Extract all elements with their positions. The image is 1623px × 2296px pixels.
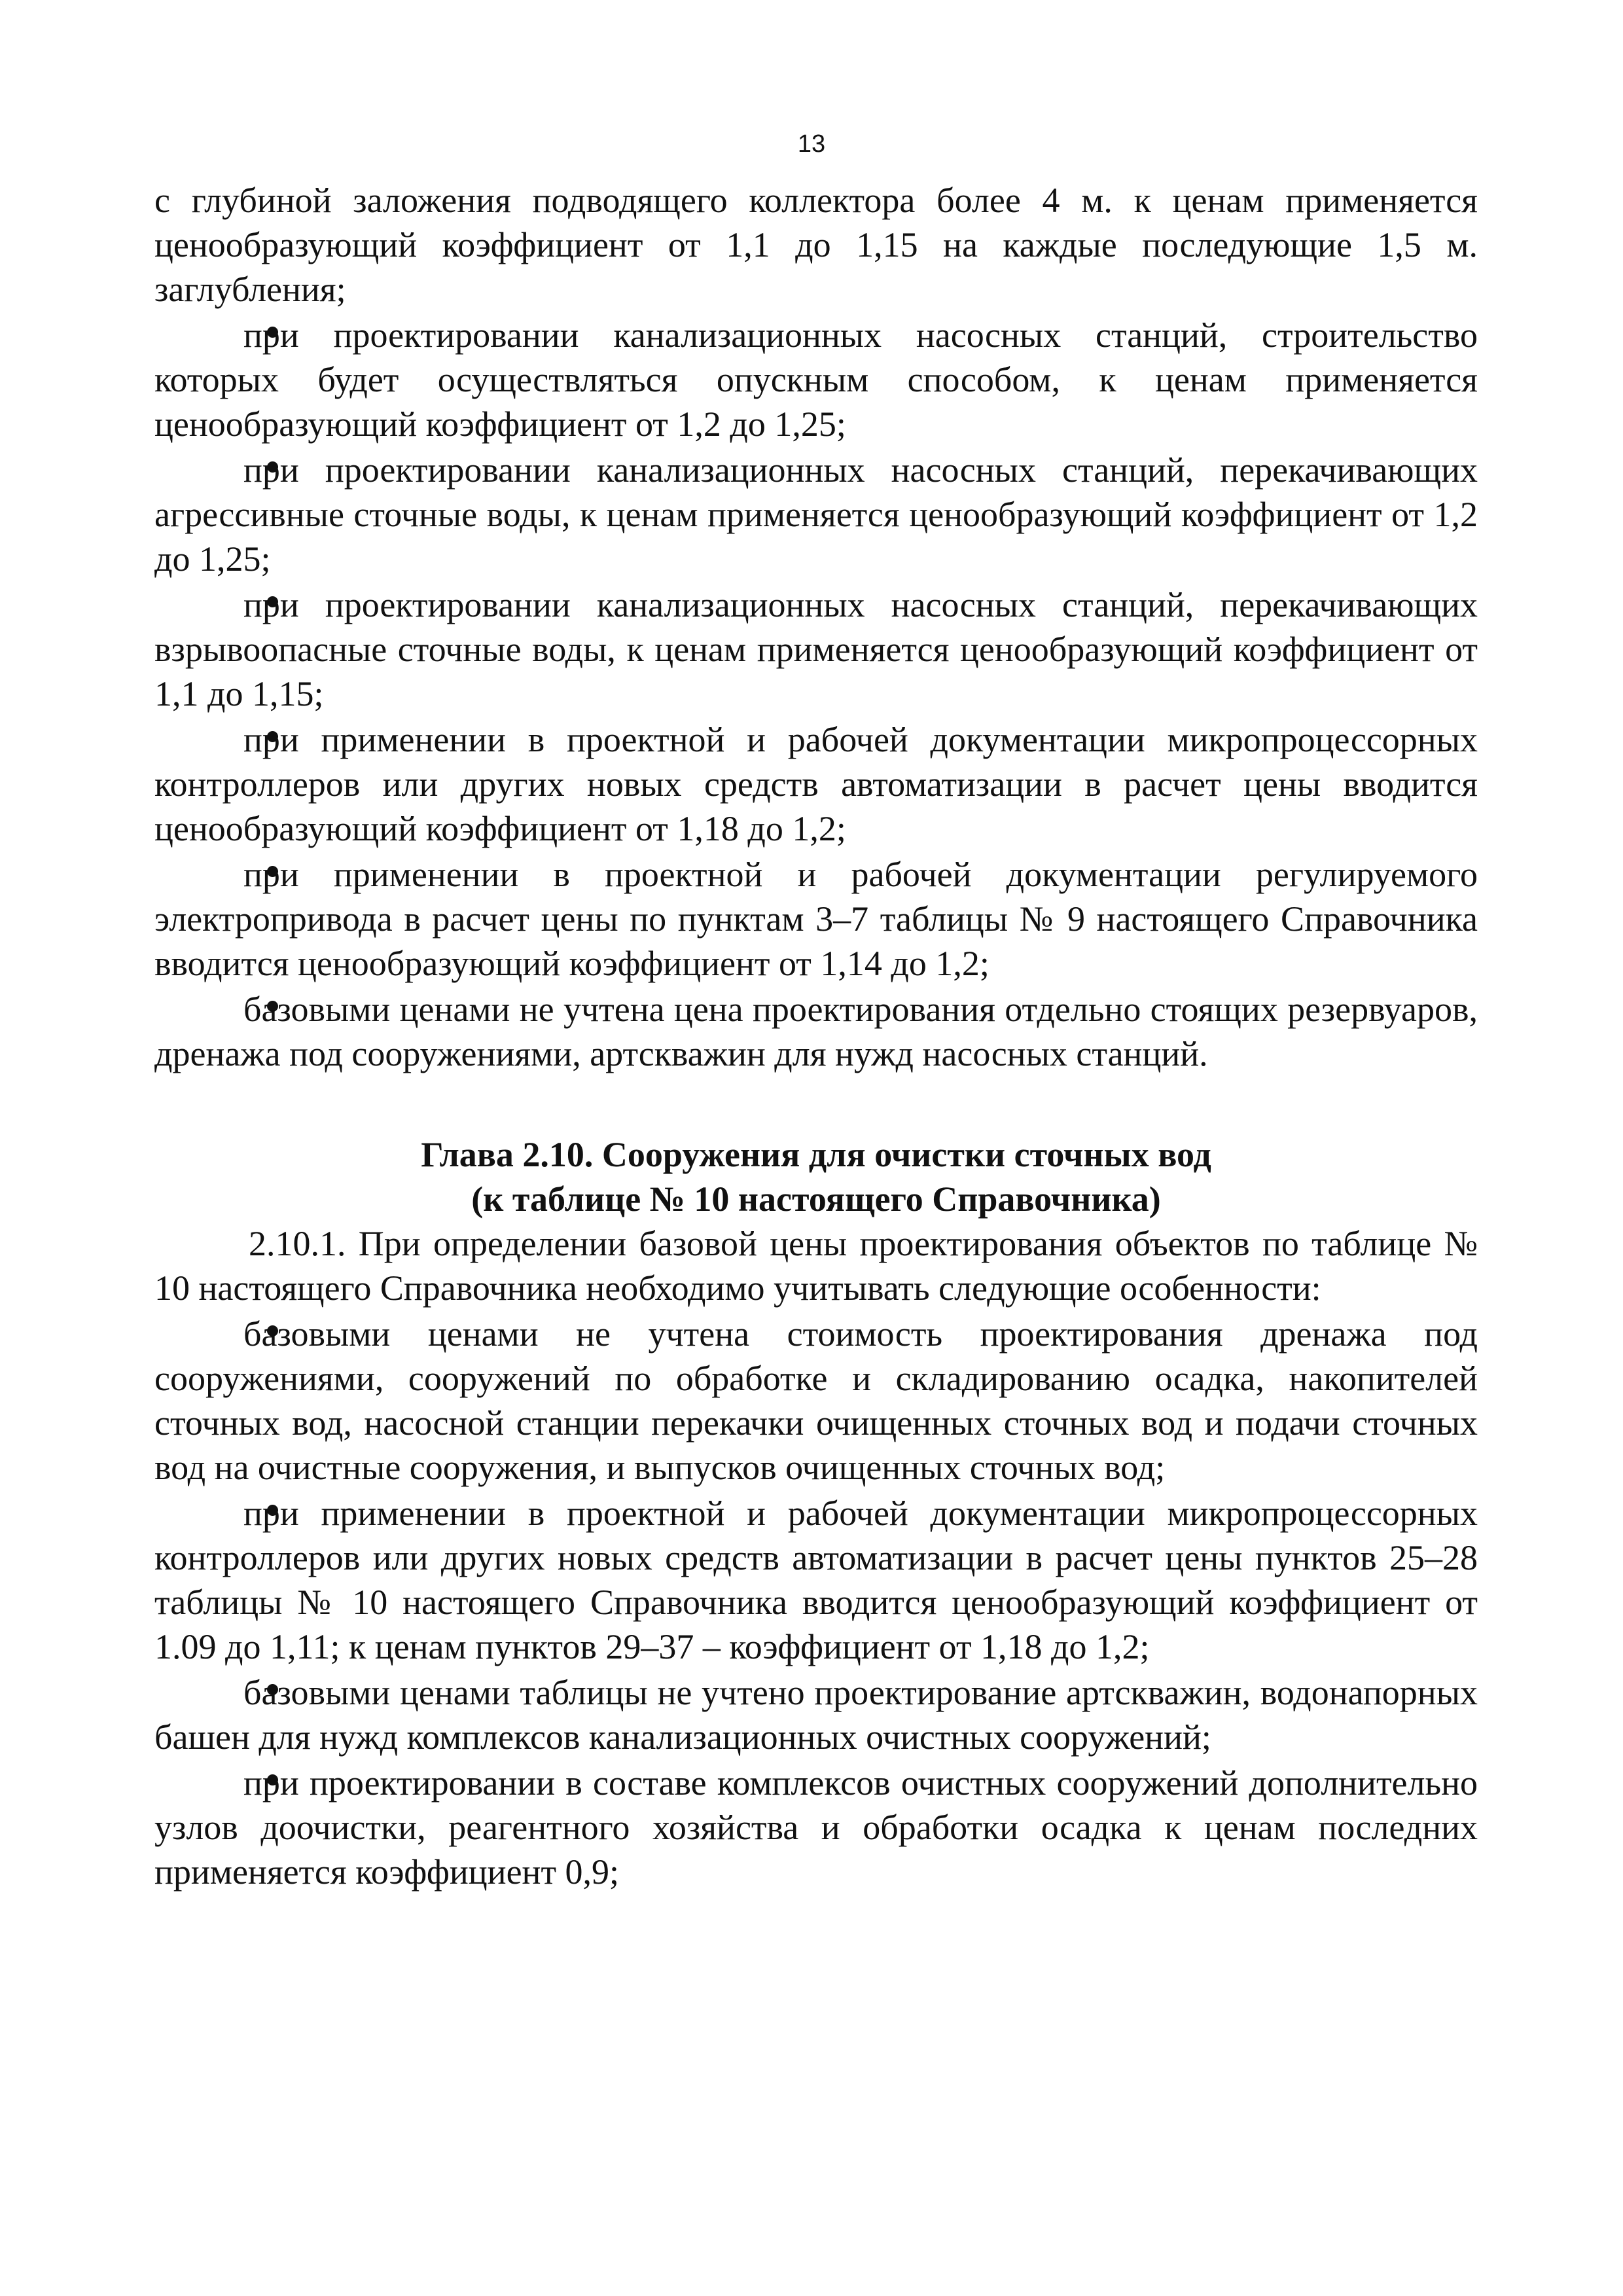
list-item-text: при проектировании канализационных насосных станций, строительство которых будет осуществляться опускным способом, к ценам применяется ценообразующий коэффициент от 1,2 до 1,25; (154, 315, 1478, 444)
clause-2-10-1: 2.10.1. При определении базовой цены проектирования объектов по таблице № 10 настоящего Справочника необходимо учитывать следующие особенности: (154, 1224, 1478, 1308)
opening-paragraph: с глубиной заложения подводящего коллектора более 4 м. к ценам применяется ценообразующий коэффициент от 1,1 до 1,15 на каждые последующие 1,5 м. заглубления; (154, 181, 1478, 309)
list-item (154, 583, 1478, 716)
bullet-list-pump-stations (154, 313, 1478, 1076)
list-item (154, 852, 1478, 986)
list-item-text: базовыми ценами не учтена цена проектирования отдельно стоящих резервуаров, дренажа под сооружениями, артскважин для нужд насосных станций. (154, 990, 1478, 1073)
list-item-text: при применении в проектной и рабочей документации регулируемого электропривода в расчет цены по пунктам 3–7 таблицы № 9 настоящего Справочника вводится ценообразующий коэффициент от 1,14 до 1,2; (154, 855, 1478, 983)
list-item-text: базовыми ценами не учтена стоимость проектирования дренажа под сооружениями, сооружений по обработке и складированию осадка, накопителей сточных вод, насосной станции перекачки очищенных сточных вод и подачи сточных вод на очистные сооружения, и выпусков очищенных сточных вод; (154, 1314, 1478, 1487)
list-item-text: при проектировании канализационных насосных станций, перекачивающих агрессивные сточные воды, к ценам применяется ценообразующий коэффициент от 1,2 до 1,25; (154, 450, 1478, 579)
list-item (154, 717, 1478, 851)
list-item-text: базовыми ценами таблицы не учтено проектирование артскважин, водонапорных башен для нужд комплексов канализационных очистных сооружений; (154, 1673, 1478, 1757)
list-item (154, 1491, 1478, 1669)
list-item-text: при проектировании в составе комплексов очистных сооружений дополнительно узлов доочистки, реагентного хозяйства и обработки осадка к ценам последних применяется коэффициент 0,9; (154, 1763, 1478, 1892)
page-number: 13 (797, 130, 826, 158)
chapter-title: Глава 2.10. Сооружения для очистки сточных вод (421, 1135, 1211, 1174)
bullet-list-treatment-facilities (154, 1312, 1478, 1894)
list-item (154, 1312, 1478, 1490)
list-item (154, 987, 1478, 1076)
list-item (154, 1670, 1478, 1759)
list-item (154, 1761, 1478, 1894)
chapter-subtitle: (к таблице № 10 настоящего Справочника) (471, 1179, 1161, 1219)
chapter-heading (154, 1132, 1478, 1221)
document-body (154, 178, 1478, 1894)
list-item (154, 448, 1478, 581)
list-item-text: при проектировании канализационных насосных станций, перекачивающих взрывоопасные сточные воды, к ценам применяется ценообразующий коэффициент от 1,1 до 1,15; (154, 585, 1478, 713)
list-item-text: при применении в проектной и рабочей документации микропроцессорных контроллеров или других новых средств автоматизации в расчет цены вводится ценообразующий коэффициент от 1,18 до 1,2; (154, 720, 1478, 848)
list-item (154, 313, 1478, 446)
list-item-text: при применении в проектной и рабочей документации микропроцессорных контроллеров или других новых средств автоматизации в расчет цены пунктов 25–28 таблицы № 10 настоящего Справочника вводится ценообразующий коэффициент от 1.09 до 1,11; к ценам пунктов 29–37 – коэффициент от 1,18 до 1,2; (154, 1494, 1478, 1666)
